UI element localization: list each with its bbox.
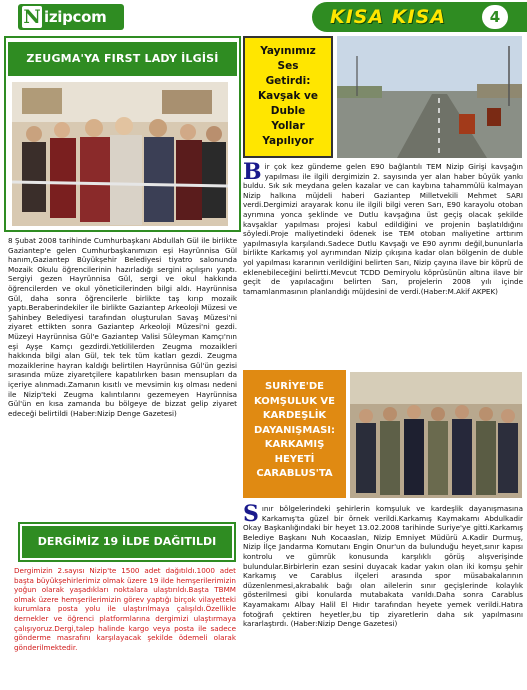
yol-headline-box xyxy=(243,36,333,158)
dergimiz-article-body: Dergimizin 2.sayısı Nizip'te 1500 adet dağıtıldı.1000 adet başta büyükşehirlerimiz olmak üzere 19 ilde hemşerilerimizin yoğun olarak yaşadıkları noktalara ulaştırıldı.Başta TBMM olmak üzere hemşerilerimizin görev yaptığı birçok vilayetteki kurumlara posta yolu ile ulaştırılmaya çalışıldı.Özellikle dernekler ve öğrenci platformlarına dergimizi ulaştırmaya çalışıyoruz.Dergi,talep halinde kargo veya posta ile sadece gönderme masrafını karşılayacak şekilde ödemeli olarak gönderilmektedir. xyxy=(14,566,236,652)
yol-dropcap: B xyxy=(243,159,262,185)
page-number: 4 xyxy=(482,5,508,29)
yol-headline-line: Yayınımız xyxy=(260,45,316,57)
suriye-headline-line: DAYANIŞMASI: xyxy=(253,424,335,436)
suriye-headline-box xyxy=(243,370,346,498)
suriye-headline-line: KOMŞULUK VE xyxy=(253,395,335,407)
delegation-image xyxy=(350,372,522,498)
suriye-headline-line: KARKAMIŞ xyxy=(264,439,325,450)
section-banner xyxy=(312,2,527,32)
yol-headline xyxy=(245,44,331,149)
suriye-headline-line: HEYETİ xyxy=(274,453,315,465)
yol-article-text: ir çok kez gündeme gelen E90 bağlantılı TEM Nizip Girişi kavşağın yapılması ile ilgili dergimizin 2. sayısında yer alan haber büyük yankı buldu. Sık sık meydana gelen kazalar ve can kaybına tahammülü kalmayan Nizip halkına müjdeli haberi Gaziantep Milletvekili Mehmet SARI verdi.Dergimizi arayarak konu ile ilgili bilgi veren Sarı, E90 karayolu otoban ayrımına yonca şeklinde ve Dutlu kavşağına üst geçiş olacak şekilde kavşaklar yapılması projesi kabul edildiğini ve projenin başlatıldığını söyledi.Proje maliyetindeki ödenek ise TEM otoban maliyetine arttırım yapılmasıyla karşılandı.Sadece Dutlu Kavşağı ve E90 ayrımı değil,bununlarla birlikte Karkamış yol ayrımından Nizip çıkışına kadar olan bölgenin de duble yol yapılması kararının verildiğini belirten Sarı, Nizip çayına ilave bir köprü de eklenebileceğini belirtti.Mevcut TCDD Demiryolu köprüsünün altına ilave bir geçit de yapılacağını belirten Sarı, projelerin 2008 yılı içinde tamamlanmasının planlandığı müjdesini de verdi.(Haber:M.Akif AKPEK) xyxy=(243,162,523,296)
delegation-photo xyxy=(350,372,522,498)
zeugma-article-body: 8 Şubat 2008 tarihinde Cumhurbaşkanı Abdullah Gül ile birlikte Gaziantep'e gelen Cumhurbaşkanımızın eşi Hayrünnisa Gül hanım,Gaziantep Büyükşehir Belediyesi tiyatro salonunda Mozaik Okulu öğrencilerinin hazırladığı sergini açılışını yaptı. Sergiyi gezen Hayrünnisa Gül, sergi ve okul hakkında öğrencilerden ve okul yöneticilerinden bilgi aldı. Hayrünnisa Gül, daha sonra öğrencilerle birlikte taş kırıp mozaik yaptı.Beraberindekiler ile birlikte Gaziantep Arkeoloji Müzesi ve Şahinbey Belediyesi tarafından oluşturulan Savaş Müzesi'ni ziyaret ettikten sonra Gaziantep Arkeoloji Müzesi'ni gezdi. Müzeyi Hayrünnisa Gül'e Gaziantep Valisi Süleyman Kamçı'nın eşi Ayşe Kamçı gezdirdi.Yetkililerden Zeugma mozaikleri hakkında bilgi alan Gül, tek tek tüm katları gezdi. Zeugma mozaiklerine hayran kaldığı belirtilen Hayrünnisa Gül'ün gezisi sırasında müze ziyaretçilere kapatılırken basın mensupları da içeriye alınmadı.Zamanın kısıtlı ve mevsimin kış olması nedeni ile Nizip'teki Zeugma kalıntılarını gezemeyen Hayrünnisa Gül'ün en kısa zamanda bu bölgeye de bizzat gelip ziyaret edeceği belirtildi (Haber:Nizip Denge Gazetesi) xyxy=(8,236,237,418)
zeugma-headline: ZEUGMA'YA FIRST LADY İLGİSİ xyxy=(8,42,237,76)
yol-headline-line: Ses xyxy=(277,60,299,72)
highway-image xyxy=(337,36,522,158)
suriye-headline xyxy=(243,380,346,482)
section-title: KISA KISA xyxy=(330,6,446,28)
suriye-headline-line: CARABLUS'TA xyxy=(256,468,333,479)
dergimiz-headline: DERGİMİZ 19 İLDE DAĞITILDI xyxy=(22,526,232,558)
nizipcom-logo xyxy=(18,4,124,30)
suriye-headline-line: SURİYE'DE xyxy=(264,381,324,392)
suriye-article-text: ınır bölgelerindeki şehirlerin komşuluk ve kardeşlik dayanışmasına Karkamış'ta güzel bir örnek verildi.Karkamış Kaymakamı Abdulkadir Okay Başkanlığındaki bir heyet 13.02.2008 tarihinde Suriye'ye gitti.Karkamış Belediye Başkanı Nuh Kocaaslan, Nizip Emniyet Müdürü A.Kadir Durmuş, Nizip İlçe Jandarma Komutanı Engin Onur'un da bulunduğu heyet,sınır kapısı kontrolu ve gümrük konusunda karşılıklı görüş alışverişinde bulundular.Birbirlerin ezan sesini duyacak kadar yakın olan iki komşu şehir Karkamış ve Carablus ilçeleri arasında spor müsabakalarının düzenlenmesi,akrabalık bağı olan ailelerin sınır geçişlerinde kolaylık gösterilmesi gibi konularda mutabakata varıldı.Daha sonra Carablus Kayamakamı Albay Halil El Hıdır tarafından heyete yemek verildi.Hatıra fotoğrafı çektiren heyetler,bu tip ziyaretlerin daha sık yapılmasını kararlaştırdı. (Haber:Nizip Denge Gazetesi) xyxy=(243,504,523,629)
highway-photo xyxy=(337,36,522,158)
suriye-article-body xyxy=(243,501,523,688)
yol-headline-line: Kavşak ve xyxy=(257,90,318,102)
yol-headline-line: Getirdi: xyxy=(265,75,311,87)
yol-headline-line: Yollar xyxy=(271,120,305,132)
first-lady-ribbon-photo xyxy=(12,82,228,226)
logo-n-letter: N xyxy=(23,6,41,28)
suriye-dropcap: S xyxy=(243,501,259,527)
logo-text: izipcom xyxy=(44,8,107,26)
ribbon-cutting-image xyxy=(12,82,228,226)
yol-headline-line: Yapılıyor xyxy=(262,135,314,147)
yol-headline-line: Duble xyxy=(270,105,306,117)
page-header xyxy=(0,0,527,34)
suriye-headline-line: KARDEŞLİK xyxy=(262,410,327,421)
yol-article-body xyxy=(243,159,523,362)
